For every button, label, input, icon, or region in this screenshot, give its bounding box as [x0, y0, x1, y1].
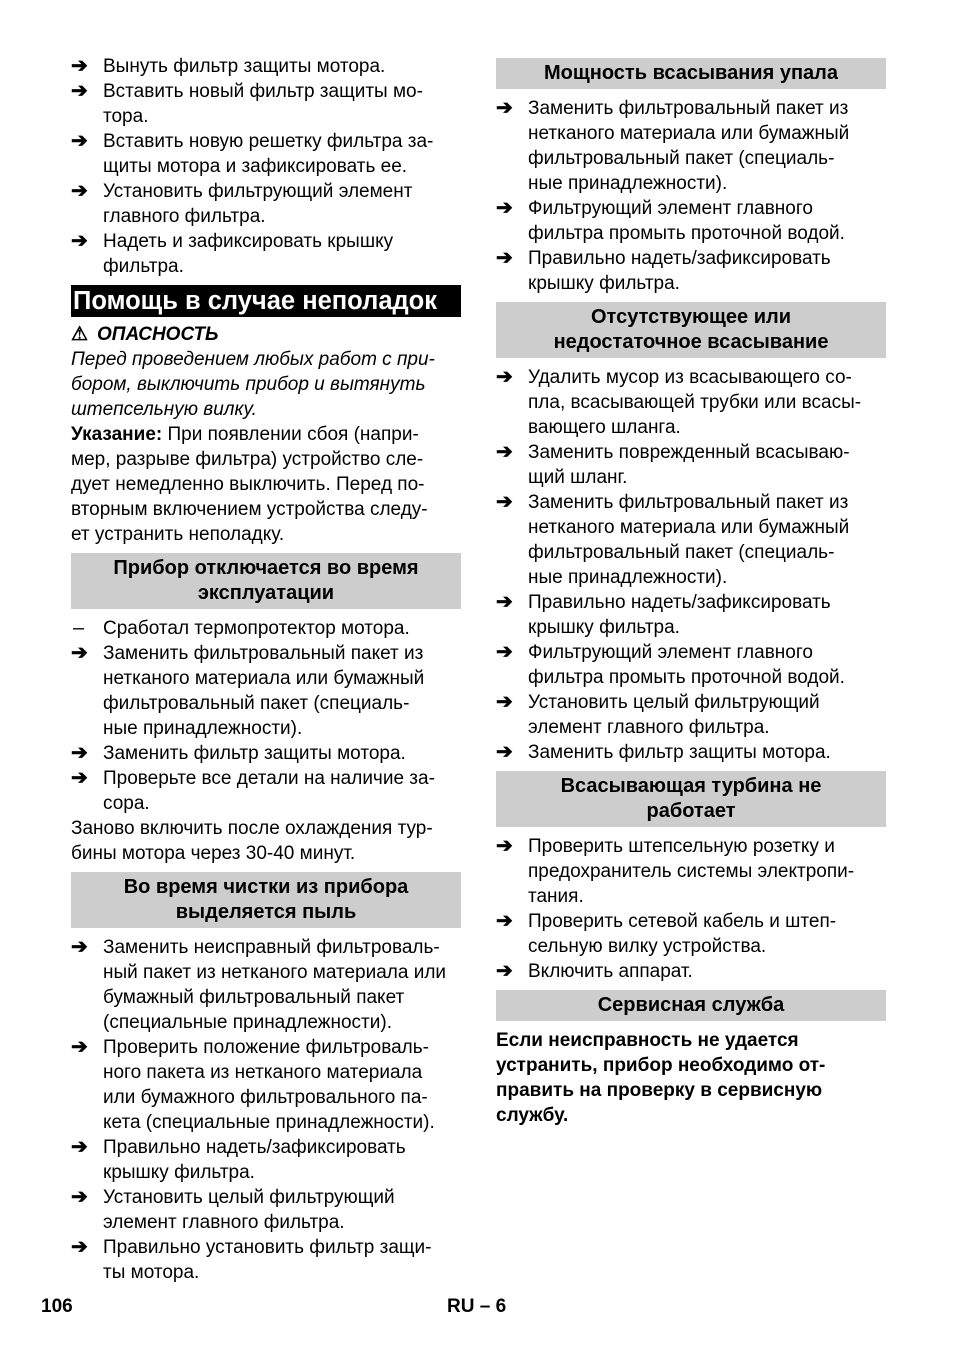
- arrow-icon: ➔: [496, 197, 513, 219]
- arrow-icon: ➔: [496, 910, 513, 932]
- intro-steps: [71, 54, 461, 279]
- list-item: ➔ Установить целый фильтрующий элемент главного фильтра.: [71, 1186, 395, 1233]
- arrow-icon: ➔: [496, 441, 513, 463]
- arrow-icon: ➔: [496, 591, 513, 613]
- note-text: При появлении сбоя (напри- мер, разрыве фильтра) устройство сле- дует немедленно выключить. Перед по- вторным включением устройства следу- ет устранить неполадку.: [71, 424, 428, 545]
- arrow-icon: ➔: [71, 130, 88, 152]
- arrow-icon: ➔: [71, 1136, 88, 1158]
- arrow-icon: ➔: [496, 835, 513, 857]
- list-item: – Сработал термопротектор мотора.: [73, 617, 410, 639]
- arrow-icon: ➔: [71, 230, 88, 252]
- danger-text: Перед проведением любых работ с при- бором, выключить прибор и вытянуть штепсельную вилку.: [71, 349, 435, 420]
- arrow-icon: ➔: [496, 641, 513, 663]
- list-item: ➔ Заменить неисправный фильтроваль- ный пакет из нетканого материала или бумажный фильтровальный пакет (специальные принадлежности).: [71, 936, 447, 1033]
- list-item: ➔ Заменить фильтр защиты мотора.: [496, 741, 831, 763]
- list-item: ➔ Установить фильтрующий элемент главного фильтра.: [71, 180, 413, 227]
- dust-steps: [71, 935, 461, 1285]
- list-item: ➔ Фильтрующий элемент главного фильтра промыть проточной водой.: [496, 197, 845, 244]
- arrow-icon: ➔: [496, 960, 513, 982]
- arrow-icon: ➔: [71, 742, 88, 764]
- subsection-title-service: Сервисная служба: [496, 990, 886, 1021]
- note-label: Указание:: [71, 424, 163, 445]
- restart-paragraph: Заново включить после охлаждения тур- бины мотора через 30-40 минут.: [71, 818, 433, 864]
- list-item: ➔ Заменить фильтровальный пакет из нетканого материала или бумажный фильтровальный пакет (специаль- ные принадлежности).: [496, 491, 850, 588]
- list-item: ➔ Правильно надеть/зафиксировать крышку фильтра.: [496, 247, 831, 294]
- service-paragraph: Если неисправность не удается устранить, прибор необходимо от- править на проверку в сервисную службу.: [496, 1030, 826, 1126]
- page-number: 106: [41, 1296, 73, 1317]
- subsection-title-shutdown: Прибор отключается во время эксплуатации: [71, 553, 461, 609]
- list-item: ➔ Установить целый фильтрующий элемент главного фильтра.: [496, 691, 820, 738]
- arrow-icon: ➔: [496, 247, 513, 269]
- right-column: [496, 58, 886, 1128]
- arrow-icon: ➔: [71, 936, 88, 958]
- turbine-steps: [496, 834, 886, 984]
- danger-label: ОПАСНОСТЬ: [97, 324, 219, 345]
- list-item: ➔ Надеть и зафиксировать крышку фильтра.: [71, 230, 394, 277]
- arrow-icon: ➔: [496, 741, 513, 763]
- arrow-icon: ➔: [71, 767, 88, 789]
- suction-power-steps: [496, 96, 886, 296]
- arrow-icon: ➔: [496, 97, 513, 119]
- danger-heading: [71, 322, 461, 347]
- list-item: ➔ Правильно установить фильтр защи- ты мотора.: [71, 1236, 432, 1283]
- no-suction-steps: [496, 365, 886, 765]
- arrow-icon: ➔: [71, 55, 88, 77]
- list-item: ➔ Проверить штепсельную розетку и предохранитель системы электропи- тания.: [496, 835, 855, 907]
- list-item: ➔ Вставить новый фильтр защиты мо- тора.: [71, 80, 423, 127]
- subsection-title-suction-power: Мощность всасывания упала: [496, 58, 886, 89]
- dash-icon: –: [73, 617, 85, 639]
- list-item: ➔ Включить аппарат.: [496, 960, 693, 982]
- arrow-icon: ➔: [71, 180, 88, 202]
- list-item: ➔ Заменить фильтровальный пакет из нетканого материала или бумажный фильтровальный пакет (специаль- ные принадлежности).: [71, 642, 425, 739]
- arrow-icon: ➔: [71, 80, 88, 102]
- list-item: ➔ Правильно надеть/зафиксировать крышку фильтра.: [71, 1136, 406, 1183]
- list-item: ➔ Заменить фильтр защиты мотора.: [71, 742, 406, 764]
- list-item: ➔ Проверьте все детали на наличие за- сора.: [71, 767, 435, 814]
- warning-triangle-icon: ⚠: [71, 324, 89, 345]
- list-item: ➔ Удалить мусор из всасывающего со- пла, всасывающей трубки или всасы- вающего шланга.: [496, 366, 862, 438]
- page-section-label: RU – 6: [447, 1296, 507, 1317]
- arrow-icon: ➔: [71, 1036, 88, 1058]
- arrow-icon: ➔: [496, 691, 513, 713]
- left-column: [71, 54, 461, 1285]
- list-item: ➔ Проверить положение фильтроваль- ного пакета из нетканого материала или бумажного фильтровального па- кета (специальные принадлежности).: [71, 1036, 435, 1133]
- subsection-title-dust: Во время чистки из прибора выделяется пыль: [71, 872, 461, 928]
- section-title: Помощь в случае неполадок: [71, 285, 461, 317]
- arrow-icon: ➔: [496, 366, 513, 388]
- subsection-title-no-suction: Отсутствующее или недостаточное всасывание: [496, 302, 886, 358]
- arrow-icon: ➔: [71, 642, 88, 664]
- list-item: ➔ Фильтрующий элемент главного фильтра промыть проточной водой.: [496, 641, 845, 688]
- list-item: ➔ Правильно надеть/зафиксировать крышку фильтра.: [496, 591, 831, 638]
- arrow-icon: ➔: [496, 491, 513, 513]
- list-item: ➔ Вынуть фильтр защиты мотора.: [71, 55, 386, 77]
- list-item: ➔ Заменить поврежденный всасываю- щий шланг.: [496, 441, 850, 488]
- list-item: ➔ Заменить фильтровальный пакет из нетканого материала или бумажный фильтровальный пакет (специаль- ные принадлежности).: [496, 97, 850, 194]
- note-paragraph: [71, 422, 461, 547]
- shutdown-steps: [71, 616, 461, 816]
- arrow-icon: ➔: [71, 1186, 88, 1208]
- list-item: ➔ Проверить сетевой кабель и штеп- сельную вилку устройства.: [496, 910, 837, 957]
- list-item: ➔ Вставить новую решетку фильтра за- щиты мотора и зафиксировать ее.: [71, 130, 434, 177]
- subsection-title-turbine: Всасывающая турбина не работает: [496, 771, 886, 827]
- arrow-icon: ➔: [71, 1236, 88, 1258]
